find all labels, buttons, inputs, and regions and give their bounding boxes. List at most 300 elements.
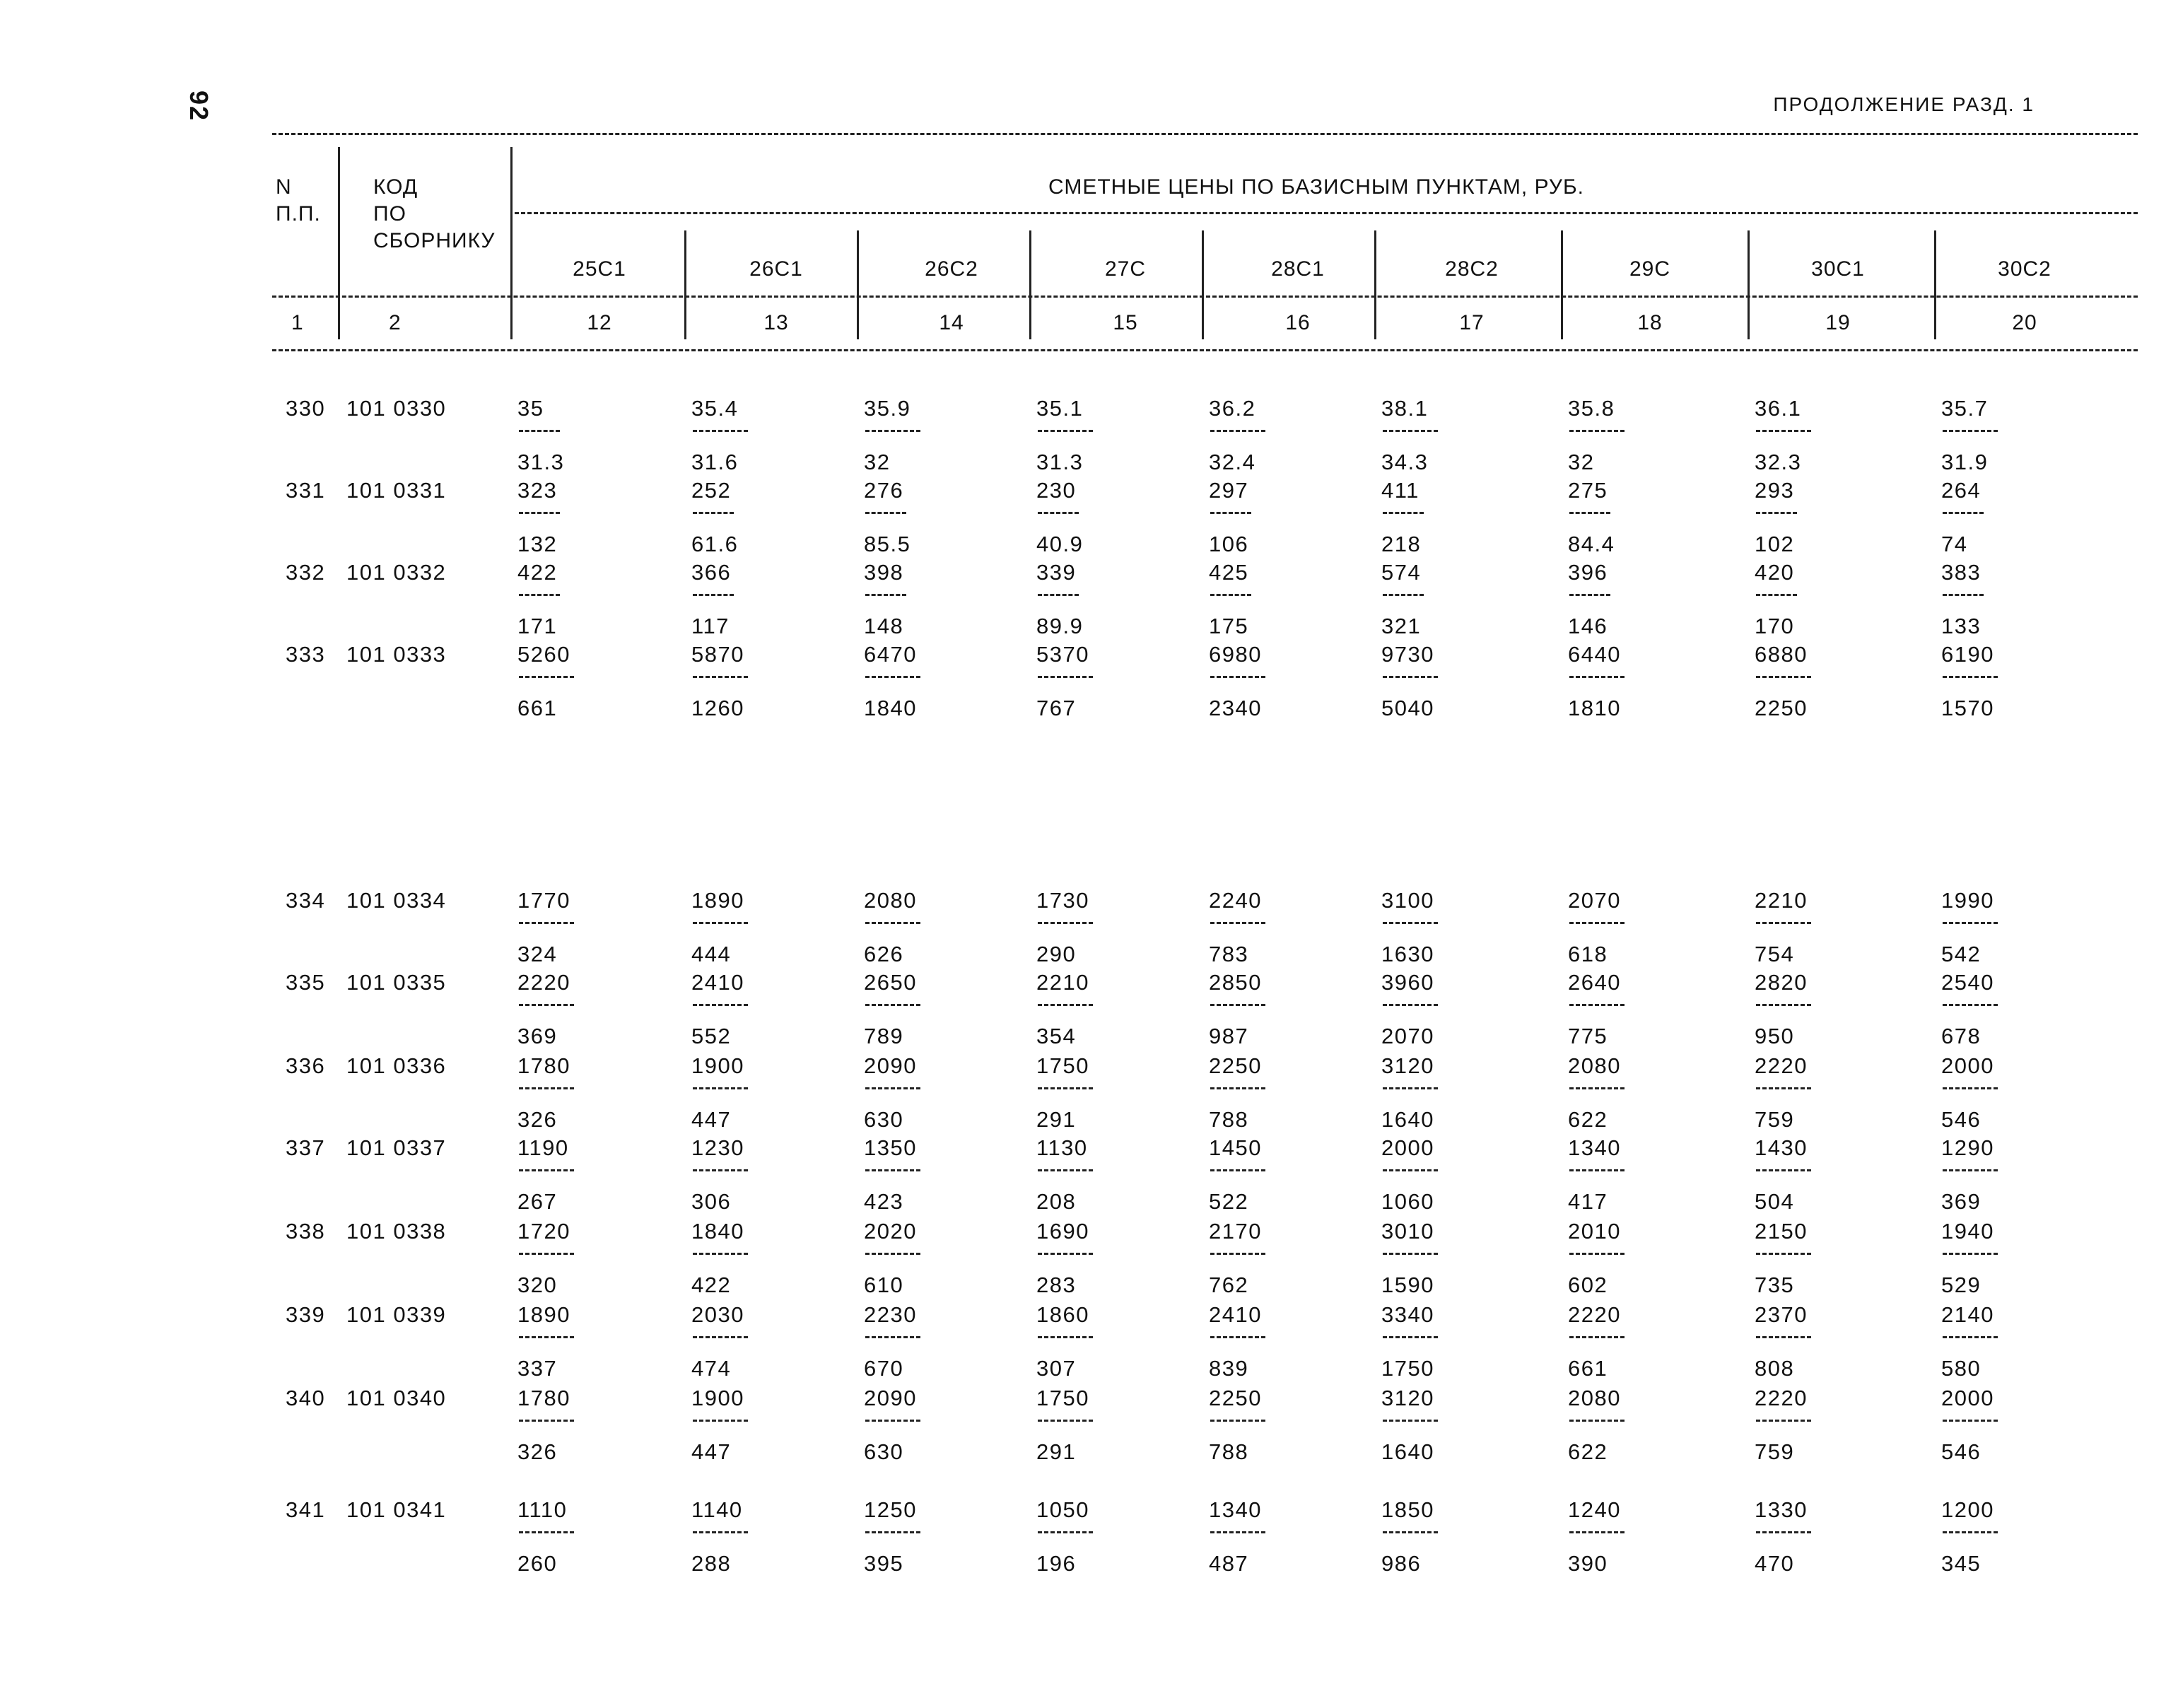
price-total: 6440 bbox=[1568, 642, 1621, 667]
fraction-line bbox=[1038, 1253, 1093, 1255]
fraction-line bbox=[1383, 676, 1438, 678]
price-total: 1940 bbox=[1941, 1219, 1994, 1244]
fraction-line bbox=[693, 1169, 748, 1171]
price-wage: 337 bbox=[517, 1356, 558, 1381]
price-wage: 218 bbox=[1381, 532, 1422, 556]
price-total: 2650 bbox=[864, 970, 917, 995]
fraction-line bbox=[1569, 922, 1624, 924]
price-wage: 2340 bbox=[1209, 696, 1262, 720]
price-total: 35.1 bbox=[1036, 396, 1084, 421]
price-wage: 34.3 bbox=[1381, 450, 1429, 474]
price-total: 3120 bbox=[1381, 1386, 1434, 1410]
fraction-line bbox=[865, 1420, 920, 1422]
price-total: 1730 bbox=[1036, 888, 1089, 913]
price-total: 3960 bbox=[1381, 970, 1434, 995]
price-wage: 133 bbox=[1941, 614, 1981, 638]
fraction-line bbox=[1383, 1087, 1438, 1089]
price-wage: 759 bbox=[1755, 1439, 1795, 1464]
fraction-line bbox=[693, 594, 734, 596]
fraction-line bbox=[865, 594, 906, 596]
price-wage: 950 bbox=[1755, 1024, 1795, 1048]
column-number: 19 bbox=[1825, 311, 1851, 334]
price-total: 3100 bbox=[1381, 888, 1434, 913]
price-wage: 670 bbox=[864, 1356, 904, 1381]
price-wage: 321 bbox=[1381, 614, 1422, 638]
fraction-line bbox=[1383, 1531, 1438, 1533]
fraction-line bbox=[1569, 430, 1624, 432]
price-total: 2170 bbox=[1209, 1219, 1262, 1244]
price-wage: 102 bbox=[1755, 532, 1795, 556]
price-total: 2220 bbox=[1755, 1053, 1808, 1078]
fraction-line bbox=[1038, 1420, 1093, 1422]
fraction-line bbox=[1038, 512, 1079, 514]
fraction-line bbox=[693, 430, 748, 432]
price-total: 3010 bbox=[1381, 1219, 1434, 1244]
price-wage: 546 bbox=[1941, 1439, 1981, 1464]
row-number: 340 bbox=[286, 1386, 326, 1410]
price-wage: 320 bbox=[517, 1273, 558, 1297]
fraction-line bbox=[1383, 1253, 1438, 1255]
fraction-line bbox=[1038, 676, 1093, 678]
price-wage: 32.4 bbox=[1209, 450, 1256, 474]
price-wage: 775 bbox=[1568, 1024, 1608, 1048]
fraction-line bbox=[1210, 512, 1251, 514]
fraction-line bbox=[519, 430, 560, 432]
price-wage: 196 bbox=[1036, 1551, 1077, 1576]
price-total: 2220 bbox=[1568, 1302, 1621, 1327]
fraction-line bbox=[1038, 1004, 1093, 1006]
price-wage: 31.3 bbox=[517, 450, 565, 474]
price-wage: 444 bbox=[691, 942, 732, 966]
price-total: 1770 bbox=[517, 888, 570, 913]
fraction-line bbox=[1210, 430, 1265, 432]
point-header: 29С bbox=[1629, 257, 1671, 281]
price-wage: 267 bbox=[517, 1189, 558, 1214]
price-wage: 85.5 bbox=[864, 532, 911, 556]
price-wage: 986 bbox=[1381, 1551, 1422, 1576]
price-wage: 390 bbox=[1568, 1551, 1608, 1576]
price-wage: 291 bbox=[1036, 1107, 1077, 1132]
fraction-line bbox=[1943, 1336, 1998, 1338]
price-wage: 345 bbox=[1941, 1551, 1981, 1576]
fraction-line bbox=[1038, 1336, 1093, 1338]
col-number-code: 2 bbox=[389, 311, 402, 334]
price-wage: 5040 bbox=[1381, 696, 1434, 720]
fraction-line bbox=[1210, 1004, 1265, 1006]
n-label-2: П.П. bbox=[276, 202, 321, 226]
fraction-line bbox=[1569, 1253, 1624, 1255]
price-total: 6470 bbox=[864, 642, 917, 667]
price-wage: 789 bbox=[864, 1024, 904, 1048]
fraction-line bbox=[1943, 1004, 1998, 1006]
price-total: 1900 bbox=[691, 1386, 744, 1410]
price-wage: 89.9 bbox=[1036, 614, 1084, 638]
fraction-line bbox=[1383, 1336, 1438, 1338]
row-number: 338 bbox=[286, 1219, 326, 1244]
price-total: 2220 bbox=[1755, 1386, 1808, 1410]
price-wage: 788 bbox=[1209, 1107, 1249, 1132]
fraction-line bbox=[865, 1087, 920, 1089]
price-wage: 1590 bbox=[1381, 1273, 1434, 1297]
price-total: 1860 bbox=[1036, 1302, 1089, 1327]
point-header: 28С1 bbox=[1271, 257, 1325, 281]
price-wage: 106 bbox=[1209, 532, 1249, 556]
row-number: 335 bbox=[286, 970, 326, 995]
price-total: 1200 bbox=[1941, 1497, 1994, 1522]
fraction-line bbox=[693, 1087, 748, 1089]
fraction-line bbox=[693, 922, 748, 924]
fraction-line bbox=[519, 512, 560, 514]
price-wage: 175 bbox=[1209, 614, 1249, 638]
price-total: 1430 bbox=[1755, 1135, 1808, 1160]
fraction-line bbox=[1569, 1169, 1624, 1171]
price-wage: 529 bbox=[1941, 1273, 1981, 1297]
fraction-line bbox=[1383, 594, 1424, 596]
fraction-line bbox=[1943, 1169, 1998, 1171]
price-wage: 32 bbox=[864, 450, 891, 474]
price-wage: 546 bbox=[1941, 1107, 1981, 1132]
price-wage: 208 bbox=[1036, 1189, 1077, 1214]
price-total: 293 bbox=[1755, 478, 1795, 503]
price-wage: 422 bbox=[691, 1273, 732, 1297]
price-total: 297 bbox=[1209, 478, 1249, 503]
price-wage: 447 bbox=[691, 1439, 732, 1464]
price-wage: 487 bbox=[1209, 1551, 1249, 1576]
column-number: 12 bbox=[587, 311, 612, 334]
price-wage: 754 bbox=[1755, 942, 1795, 966]
price-wage: 610 bbox=[864, 1273, 904, 1297]
row-code: 101 0333 bbox=[346, 642, 447, 667]
price-wage: 552 bbox=[691, 1024, 732, 1048]
price-total: 35.4 bbox=[691, 396, 739, 421]
price-wage: 542 bbox=[1941, 942, 1981, 966]
price-total: 383 bbox=[1941, 560, 1981, 585]
price-wage: 31.3 bbox=[1036, 450, 1084, 474]
fraction-line bbox=[865, 512, 906, 514]
price-total: 1330 bbox=[1755, 1497, 1808, 1522]
row-code: 101 0334 bbox=[346, 888, 447, 913]
fraction-line bbox=[865, 430, 920, 432]
price-total: 1240 bbox=[1568, 1497, 1621, 1522]
fraction-line bbox=[693, 1420, 748, 1422]
fraction-line bbox=[1943, 922, 1998, 924]
price-total: 2080 bbox=[1568, 1386, 1621, 1410]
price-wage: 290 bbox=[1036, 942, 1077, 966]
price-wage: 369 bbox=[1941, 1189, 1981, 1214]
price-wage: 307 bbox=[1036, 1356, 1077, 1381]
price-total: 339 bbox=[1036, 560, 1077, 585]
fraction-line bbox=[1756, 594, 1797, 596]
price-total: 2370 bbox=[1755, 1302, 1808, 1327]
column-number: 20 bbox=[2012, 311, 2037, 334]
price-wage: 31.6 bbox=[691, 450, 739, 474]
row-number: 334 bbox=[286, 888, 326, 913]
price-total: 1750 bbox=[1036, 1053, 1089, 1078]
price-total: 1350 bbox=[864, 1135, 917, 1160]
row-number: 330 bbox=[286, 396, 326, 421]
price-total: 1230 bbox=[691, 1135, 744, 1160]
row-code: 101 0331 bbox=[346, 478, 447, 503]
fraction-line bbox=[1210, 1169, 1265, 1171]
price-wage: 1640 bbox=[1381, 1439, 1434, 1464]
price-total: 1340 bbox=[1568, 1135, 1621, 1160]
price-total: 2640 bbox=[1568, 970, 1621, 995]
price-wage: 84.4 bbox=[1568, 532, 1615, 556]
price-total: 2250 bbox=[1209, 1386, 1262, 1410]
fraction-line bbox=[1383, 922, 1438, 924]
price-wage: 369 bbox=[517, 1024, 558, 1048]
price-total: 1110 bbox=[517, 1497, 568, 1522]
price-total: 422 bbox=[517, 560, 558, 585]
row-code: 101 0338 bbox=[346, 1219, 447, 1244]
fraction-line bbox=[1210, 922, 1265, 924]
fraction-line bbox=[1943, 676, 1998, 678]
fraction-line bbox=[1943, 1087, 1998, 1089]
row-code: 101 0336 bbox=[346, 1053, 447, 1078]
fraction-line bbox=[1383, 1004, 1438, 1006]
price-total: 6190 bbox=[1941, 642, 1994, 667]
fraction-line bbox=[1569, 512, 1610, 514]
point-header: 25С1 bbox=[573, 257, 626, 281]
fraction-line bbox=[1756, 1087, 1811, 1089]
price-total: 1450 bbox=[1209, 1135, 1262, 1160]
fraction-line bbox=[1210, 1420, 1265, 1422]
fraction-line bbox=[865, 1336, 920, 1338]
price-wage: 146 bbox=[1568, 614, 1608, 638]
fraction-line bbox=[1569, 1004, 1624, 1006]
fraction-line bbox=[1210, 1336, 1265, 1338]
fraction-line bbox=[1383, 430, 1438, 432]
fraction-line bbox=[1943, 512, 1984, 514]
price-wage: 783 bbox=[1209, 942, 1249, 966]
price-wage: 1630 bbox=[1381, 942, 1434, 966]
point-header: 30С2 bbox=[1998, 257, 2051, 281]
price-total: 6980 bbox=[1209, 642, 1262, 667]
price-wage: 839 bbox=[1209, 1356, 1249, 1381]
price-total: 2080 bbox=[864, 888, 917, 913]
price-total: 1780 bbox=[517, 1053, 570, 1078]
code-label: КОД bbox=[373, 175, 418, 199]
fraction-line bbox=[693, 1336, 748, 1338]
fraction-line bbox=[1210, 676, 1265, 678]
column-number: 16 bbox=[1285, 311, 1311, 334]
price-total: 5260 bbox=[517, 642, 570, 667]
price-total: 35.8 bbox=[1568, 396, 1615, 421]
row-number: 341 bbox=[286, 1497, 326, 1522]
price-total: 2410 bbox=[691, 970, 744, 995]
fraction-line bbox=[1943, 1531, 1998, 1533]
price-wage: 61.6 bbox=[691, 532, 739, 556]
fraction-line bbox=[1943, 1420, 1998, 1422]
price-total: 35.7 bbox=[1941, 396, 1989, 421]
fraction-line bbox=[1038, 1087, 1093, 1089]
fraction-line bbox=[519, 1253, 574, 1255]
fraction-line bbox=[519, 1531, 574, 1533]
price-total: 366 bbox=[691, 560, 732, 585]
fraction-line bbox=[1569, 1531, 1624, 1533]
price-total: 38.1 bbox=[1381, 396, 1429, 421]
price-wage: 288 bbox=[691, 1551, 732, 1576]
price-total: 420 bbox=[1755, 560, 1795, 585]
price-total: 2850 bbox=[1209, 970, 1262, 995]
price-wage: 132 bbox=[517, 532, 558, 556]
fraction-line bbox=[1569, 594, 1610, 596]
price-wage: 32.3 bbox=[1755, 450, 1802, 474]
price-wage: 171 bbox=[517, 614, 558, 638]
price-wage: 395 bbox=[864, 1551, 904, 1576]
price-wage: 504 bbox=[1755, 1189, 1795, 1214]
price-wage: 622 bbox=[1568, 1439, 1608, 1464]
fraction-line bbox=[865, 922, 920, 924]
price-total: 2220 bbox=[517, 970, 570, 995]
price-total: 1690 bbox=[1036, 1219, 1089, 1244]
price-total: 1990 bbox=[1941, 888, 1994, 913]
price-wage: 618 bbox=[1568, 942, 1608, 966]
price-total: 411 bbox=[1381, 478, 1419, 503]
price-wage: 630 bbox=[864, 1107, 904, 1132]
price-total: 5370 bbox=[1036, 642, 1089, 667]
continuation-title: ПРОДОЛЖЕНИЕ РАЗД. 1 bbox=[1773, 93, 2035, 115]
fraction-line bbox=[519, 1169, 574, 1171]
price-total: 398 bbox=[864, 560, 904, 585]
point-header: 26С2 bbox=[925, 257, 978, 281]
row-code: 101 0337 bbox=[346, 1135, 447, 1160]
price-total: 36.1 bbox=[1755, 396, 1802, 421]
price-total: 1340 bbox=[1209, 1497, 1262, 1522]
fraction-line bbox=[1756, 1531, 1811, 1533]
price-wage: 1640 bbox=[1381, 1107, 1434, 1132]
price-total: 1190 bbox=[517, 1135, 569, 1160]
fraction-line bbox=[865, 1531, 920, 1533]
price-total: 1140 bbox=[691, 1497, 743, 1522]
fraction-line bbox=[1383, 1420, 1438, 1422]
fraction-line bbox=[1383, 1169, 1438, 1171]
fraction-line bbox=[1038, 922, 1093, 924]
price-wage: 2070 bbox=[1381, 1024, 1434, 1048]
price-total: 1840 bbox=[691, 1219, 744, 1244]
fraction-line bbox=[1756, 1169, 1811, 1171]
price-wage: 626 bbox=[864, 942, 904, 966]
price-total: 3120 bbox=[1381, 1053, 1434, 1078]
price-total: 6880 bbox=[1755, 642, 1808, 667]
fraction-line bbox=[865, 1004, 920, 1006]
price-wage: 622 bbox=[1568, 1107, 1608, 1132]
fraction-line bbox=[519, 1087, 574, 1089]
price-wage: 1060 bbox=[1381, 1189, 1434, 1214]
price-wage: 291 bbox=[1036, 1439, 1077, 1464]
price-wage: 474 bbox=[691, 1356, 732, 1381]
price-total: 252 bbox=[691, 478, 732, 503]
fraction-line bbox=[519, 922, 574, 924]
fraction-line bbox=[1756, 1253, 1811, 1255]
price-wage: 423 bbox=[864, 1189, 904, 1214]
row-number: 331 bbox=[286, 478, 326, 503]
fraction-line bbox=[519, 676, 574, 678]
fraction-line bbox=[1569, 1336, 1624, 1338]
fraction-line bbox=[1756, 512, 1797, 514]
page-number: 92 bbox=[185, 90, 213, 122]
fraction-line bbox=[1038, 1531, 1093, 1533]
price-total: 2150 bbox=[1755, 1219, 1808, 1244]
price-total: 35 bbox=[517, 396, 544, 421]
price-total: 1900 bbox=[691, 1053, 744, 1078]
fraction-line bbox=[1569, 676, 1624, 678]
row-number: 336 bbox=[286, 1053, 326, 1078]
point-header: 30С1 bbox=[1811, 257, 1865, 281]
price-total: 275 bbox=[1568, 478, 1608, 503]
price-wage: 759 bbox=[1755, 1107, 1795, 1132]
price-wage: 117 bbox=[691, 614, 730, 638]
price-total: 1720 bbox=[517, 1219, 570, 1244]
price-wage: 326 bbox=[517, 1107, 558, 1132]
price-total: 5870 bbox=[691, 642, 744, 667]
row-code: 101 0335 bbox=[346, 970, 447, 995]
price-total: 1130 bbox=[1036, 1135, 1088, 1160]
price-total: 2090 bbox=[864, 1053, 917, 1078]
fraction-line bbox=[519, 1420, 574, 1422]
price-total: 264 bbox=[1941, 478, 1981, 503]
price-wage: 678 bbox=[1941, 1024, 1981, 1048]
price-wage: 1810 bbox=[1568, 696, 1621, 720]
price-wage: 788 bbox=[1209, 1439, 1249, 1464]
price-wage: 74 bbox=[1941, 532, 1968, 556]
price-wage: 354 bbox=[1036, 1024, 1077, 1048]
price-wage: 306 bbox=[691, 1189, 732, 1214]
fraction-line bbox=[1038, 430, 1093, 432]
row-number: 333 bbox=[286, 642, 326, 667]
fraction-line bbox=[865, 1253, 920, 1255]
fraction-line bbox=[519, 1336, 574, 1338]
price-total: 2210 bbox=[1755, 888, 1808, 913]
price-wage: 767 bbox=[1036, 696, 1077, 720]
point-header: 27С bbox=[1104, 257, 1147, 281]
price-total: 2210 bbox=[1036, 970, 1089, 995]
fraction-line bbox=[1756, 922, 1811, 924]
price-total: 323 bbox=[517, 478, 558, 503]
row-code: 101 0332 bbox=[346, 560, 447, 585]
price-wage: 762 bbox=[1209, 1273, 1249, 1297]
price-wage: 260 bbox=[517, 1551, 558, 1576]
price-total: 2010 bbox=[1568, 1219, 1621, 1244]
price-wage: 31.9 bbox=[1941, 450, 1989, 474]
price-wage: 170 bbox=[1755, 614, 1795, 638]
price-total: 2000 bbox=[1941, 1053, 1994, 1078]
price-total: 1250 bbox=[864, 1497, 917, 1522]
n-label: N bbox=[276, 175, 292, 199]
point-header: 26С1 bbox=[749, 257, 803, 281]
fraction-line bbox=[519, 594, 560, 596]
price-wage: 808 bbox=[1755, 1356, 1795, 1381]
price-wage: 580 bbox=[1941, 1356, 1981, 1381]
row-code: 101 0330 bbox=[346, 396, 447, 421]
fraction-line bbox=[865, 676, 920, 678]
fraction-line bbox=[1756, 1004, 1811, 1006]
fraction-line bbox=[1210, 594, 1251, 596]
fraction-line bbox=[693, 1253, 748, 1255]
price-total: 3340 bbox=[1381, 1302, 1434, 1327]
fraction-line bbox=[1210, 1531, 1265, 1533]
point-header: 28С2 bbox=[1445, 257, 1499, 281]
price-total: 1850 bbox=[1381, 1497, 1434, 1522]
price-wage: 630 bbox=[864, 1439, 904, 1464]
fraction-line bbox=[1756, 1420, 1811, 1422]
fraction-line bbox=[1383, 512, 1424, 514]
fraction-line bbox=[1569, 1087, 1624, 1089]
price-total: 1890 bbox=[691, 888, 744, 913]
row-number: 339 bbox=[286, 1302, 326, 1327]
price-total: 2080 bbox=[1568, 1053, 1621, 1078]
fraction-line bbox=[693, 1531, 748, 1533]
